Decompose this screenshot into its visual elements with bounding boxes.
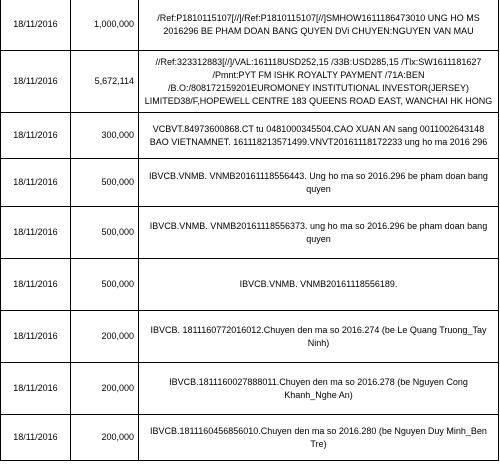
- description-cell: IBVCB. 1811160772016012.Chuyen den ma so 2016.274 (be Le Quang Truong_Tay Ninh): [139, 311, 499, 363]
- table-row: [1, 51, 499, 113]
- description-cell: IBVCB.VNMB. VNMB20161118556443. Ung ho ma so 2016.296 be pham doan bang quyen: [139, 159, 499, 207]
- description-cell: IBVCB.VNMB. VNMB20161118556373. ung ho ma so 2016.296 be pham doan bang quyen: [139, 207, 499, 259]
- amount-cell: 200,000: [71, 415, 139, 461]
- description-cell: //Ref:323312883[//]/VAL:161118USD252,15 /33B:USD285,15 /Tlx:SW1611181627 /Pmnt:PYT FM ISHK ROYALTY PAYMENT /71A:BEN /B.O:/808172159201EUROMONEY INSTITUTIONAL INVESTOR(JERSEY) LIMITED38/F,HOPEWELL CENTRE 183 QUEENS ROAD EAST, WANCHAI HK HONG: [139, 51, 499, 113]
- date-cell: 18/11/2016: [1, 51, 71, 113]
- table-row: [1, 159, 499, 207]
- description-cell: VCBVT.84973600868.CT tu 0481000345504.CAO XUAN AN sang 0011002643148 BAO VIETNAMNET. 161118213571499.VNVT20161118172233 ung ho ma 2016 296: [139, 113, 499, 159]
- description-cell: IBVCB.1811160456856010.Chuyen den ma so 2016.280 (be Nguyen Duy Minh_Ben Tre): [139, 415, 499, 461]
- date-cell: 18/11/2016: [1, 363, 71, 415]
- amount-cell: 1,000,000: [71, 0, 139, 51]
- table-row: [1, 0, 499, 51]
- date-cell: 18/11/2016: [1, 207, 71, 259]
- amount-cell: 300,000: [71, 113, 139, 159]
- date-cell: 18/11/2016: [1, 0, 71, 51]
- date-cell: 18/11/2016: [1, 159, 71, 207]
- table-row: [1, 311, 499, 363]
- table-row: [1, 415, 499, 461]
- table-row: [1, 363, 499, 415]
- table-row: [1, 113, 499, 159]
- description-cell: /Ref:P1810115107[//]/Ref:P1810115107[//]SMHOW1611186473010 UNG HO MS 2016296 BE PHAM DOAN BANG QUYEN DVi CHUYEN:NGUYEN VAN MAU: [139, 0, 499, 51]
- description-cell: IBVCB.VNMB. VNMB20161118556189.: [139, 259, 499, 311]
- date-cell: 18/11/2016: [1, 113, 71, 159]
- table-row: [1, 207, 499, 259]
- amount-cell: 200,000: [71, 363, 139, 415]
- date-cell: 18/11/2016: [1, 415, 71, 461]
- table-row: [1, 259, 499, 311]
- description-cell: IBVCB.1811160027888011.Chuyen den ma so 2016.278 (be Nguyen Cong Khanh_Nghe An): [139, 363, 499, 415]
- amount-cell: 500,000: [71, 259, 139, 311]
- date-cell: 18/11/2016: [1, 259, 71, 311]
- date-cell: 18/11/2016: [1, 311, 71, 363]
- amount-cell: 500,000: [71, 207, 139, 259]
- amount-cell: 500,000: [71, 159, 139, 207]
- amount-cell: 5,672,114: [71, 51, 139, 113]
- amount-cell: 200,000: [71, 311, 139, 363]
